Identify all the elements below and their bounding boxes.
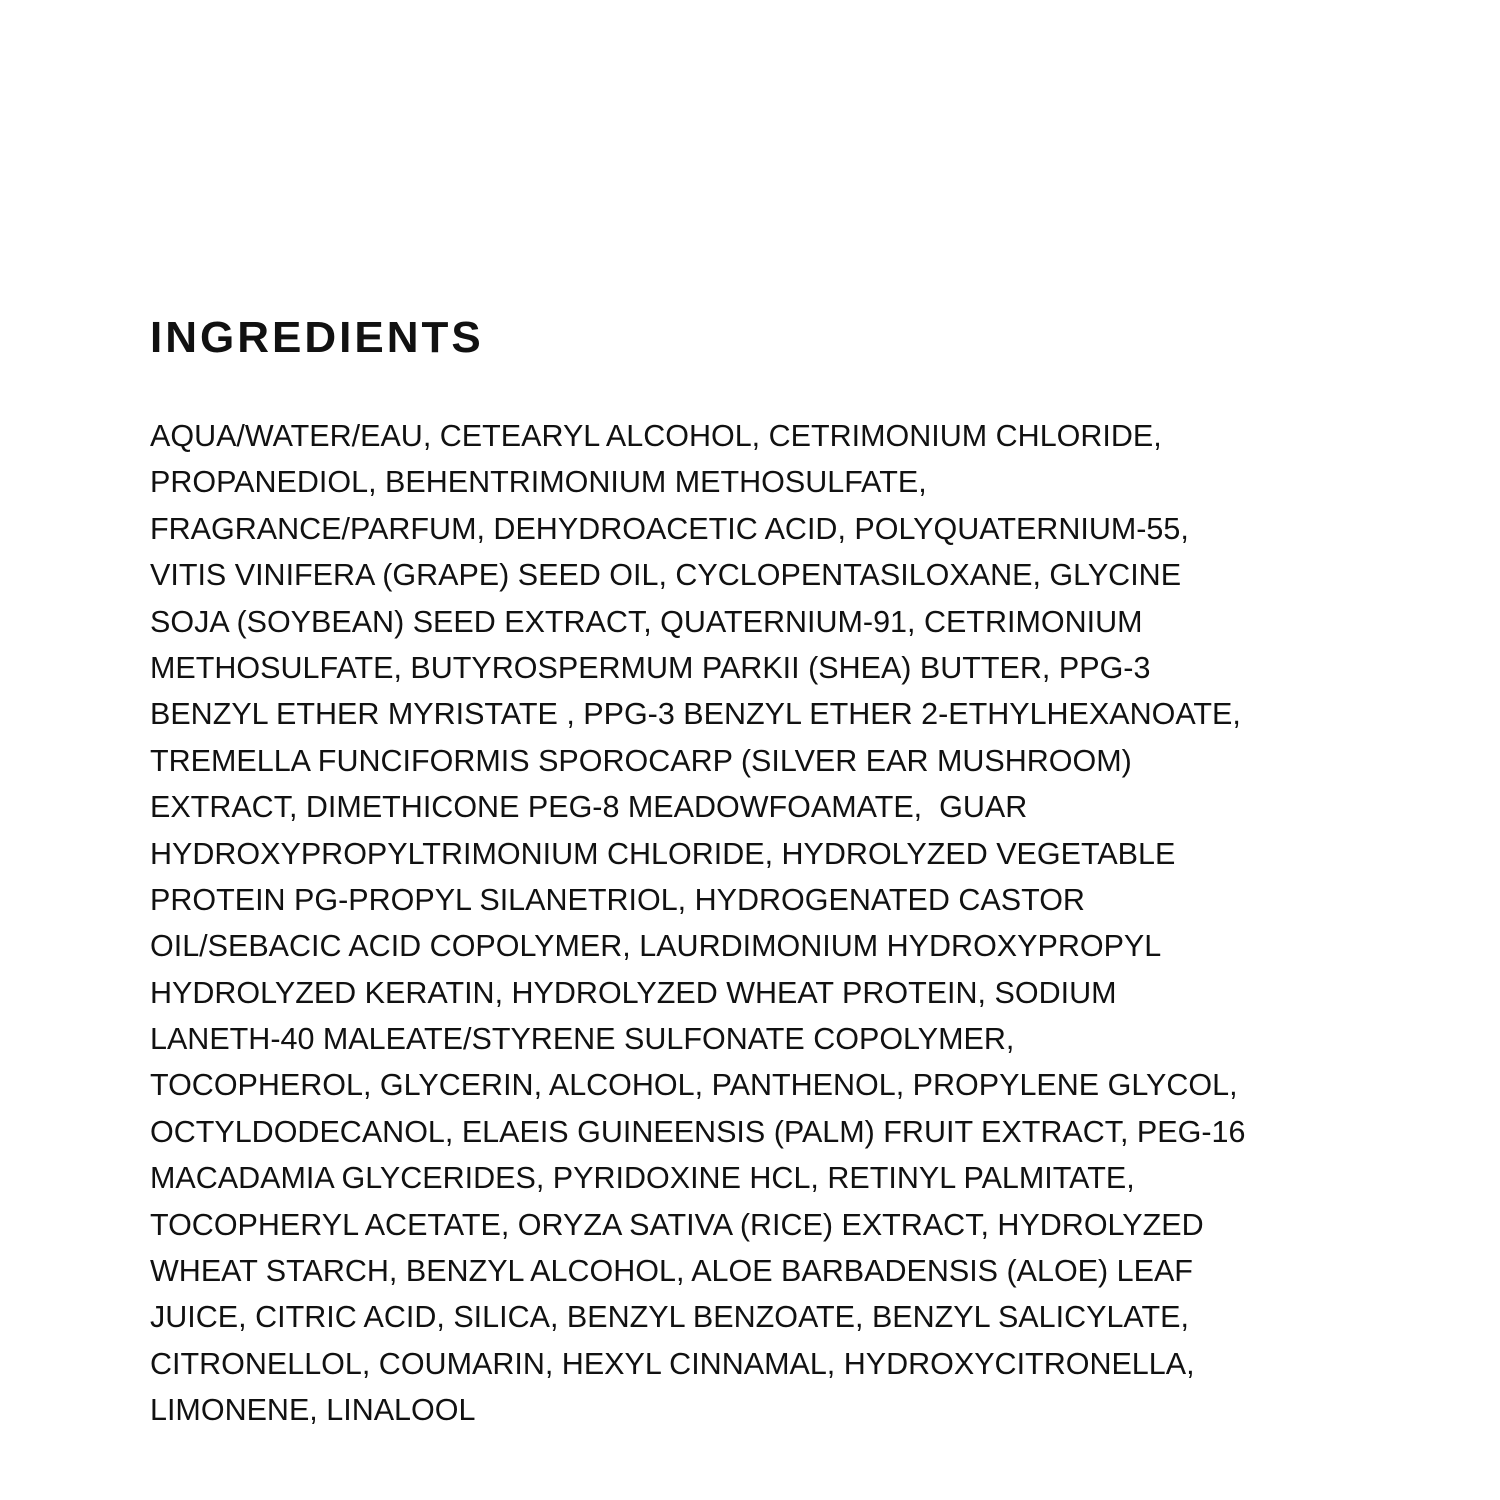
ingredient-line: METHOSULFATE, BUTYROSPERMUM PARKII (SHEA) BUTTER, PPG-3 xyxy=(150,650,1151,685)
ingredient-list xyxy=(150,413,1410,1434)
ingredient-line: CITRONELLOL, COUMARIN, HEXYL CINNAMAL, HYDROXYCITRONELLA, xyxy=(150,1346,1195,1381)
ingredient-line: LIMONENE, LINALOOL xyxy=(150,1393,476,1428)
ingredient-line: LANETH-40 MALEATE/STYRENE SULFONATE COPOLYMER, xyxy=(150,1022,1015,1057)
ingredient-line: JUICE, CITRIC ACID, SILICA, BENZYL BENZOATE, BENZYL SALICYLATE, xyxy=(150,1300,1189,1335)
ingredient-line: SOJA (SOYBEAN) SEED EXTRACT, QUATERNIUM-91, CETRIMONIUM xyxy=(150,604,1143,639)
ingredient-line: VITIS VINIFERA (GRAPE) SEED OIL, CYCLOPENTASILOXANE, GLYCINE xyxy=(150,558,1182,593)
ingredient-line: TREMELLA FUNCIFORMIS SPOROCARP (SILVER EAR MUSHROOM) xyxy=(150,743,1132,778)
ingredient-line: PROTEIN PG-PROPYL SILANETRIOL, HYDROGENATED CASTOR xyxy=(150,882,1085,917)
ingredient-line: HYDROXYPROPYLTRIMONIUM CHLORIDE, HYDROLYZED VEGETABLE xyxy=(150,836,1176,871)
ingredient-line: MACADAMIA GLYCERIDES, PYRIDOXINE HCL, RETINYL PALMITATE, xyxy=(150,1161,1135,1196)
ingredient-line: OIL/SEBACIC ACID COPOLYMER, LAURDIMONIUM HYDROXYPROPYL xyxy=(150,929,1162,964)
ingredient-line: TOCOPHERYL ACETATE, ORYZA SATIVA (RICE) EXTRACT, HYDROLYZED xyxy=(150,1207,1204,1242)
ingredient-line: WHEAT STARCH, BENZYL ALCOHOL, ALOE BARBADENSIS (ALOE) LEAF xyxy=(150,1254,1193,1289)
ingredient-line: AQUA/WATER/EAU, CETEARYL ALCOHOL, CETRIMONIUM CHLORIDE, xyxy=(150,419,1162,453)
ingredient-line: HYDROLYZED KERATIN, HYDROLYZED WHEAT PROTEIN, SODIUM xyxy=(150,975,1117,1010)
ingredient-line: EXTRACT, DIMETHICONE PEG-8 MEADOWFOAMATE, GUAR xyxy=(150,790,1028,825)
ingredient-line: PROPANEDIOL, BEHENTRIMONIUM METHOSULFATE, xyxy=(150,465,927,500)
ingredient-line: OCTYLDODECANOL, ELAEIS GUINEENSIS (PALM) FRUIT EXTRACT, PEG-16 xyxy=(150,1114,1246,1149)
ingredient-line: BENZYL ETHER MYRISTATE , PPG-3 BENZYL ETHER 2-ETHYLHEXANOATE, xyxy=(150,697,1241,732)
ingredient-line: FRAGRANCE/PARFUM, DEHYDROACETIC ACID, POLYQUATERNIUM-55, xyxy=(150,511,1189,546)
page-title: INGREDIENTS xyxy=(150,313,484,362)
ingredient-line: TOCOPHEROL, GLYCERIN, ALCOHOL, PANTHENOL, PROPYLENE GLYCOL, xyxy=(150,1068,1238,1103)
